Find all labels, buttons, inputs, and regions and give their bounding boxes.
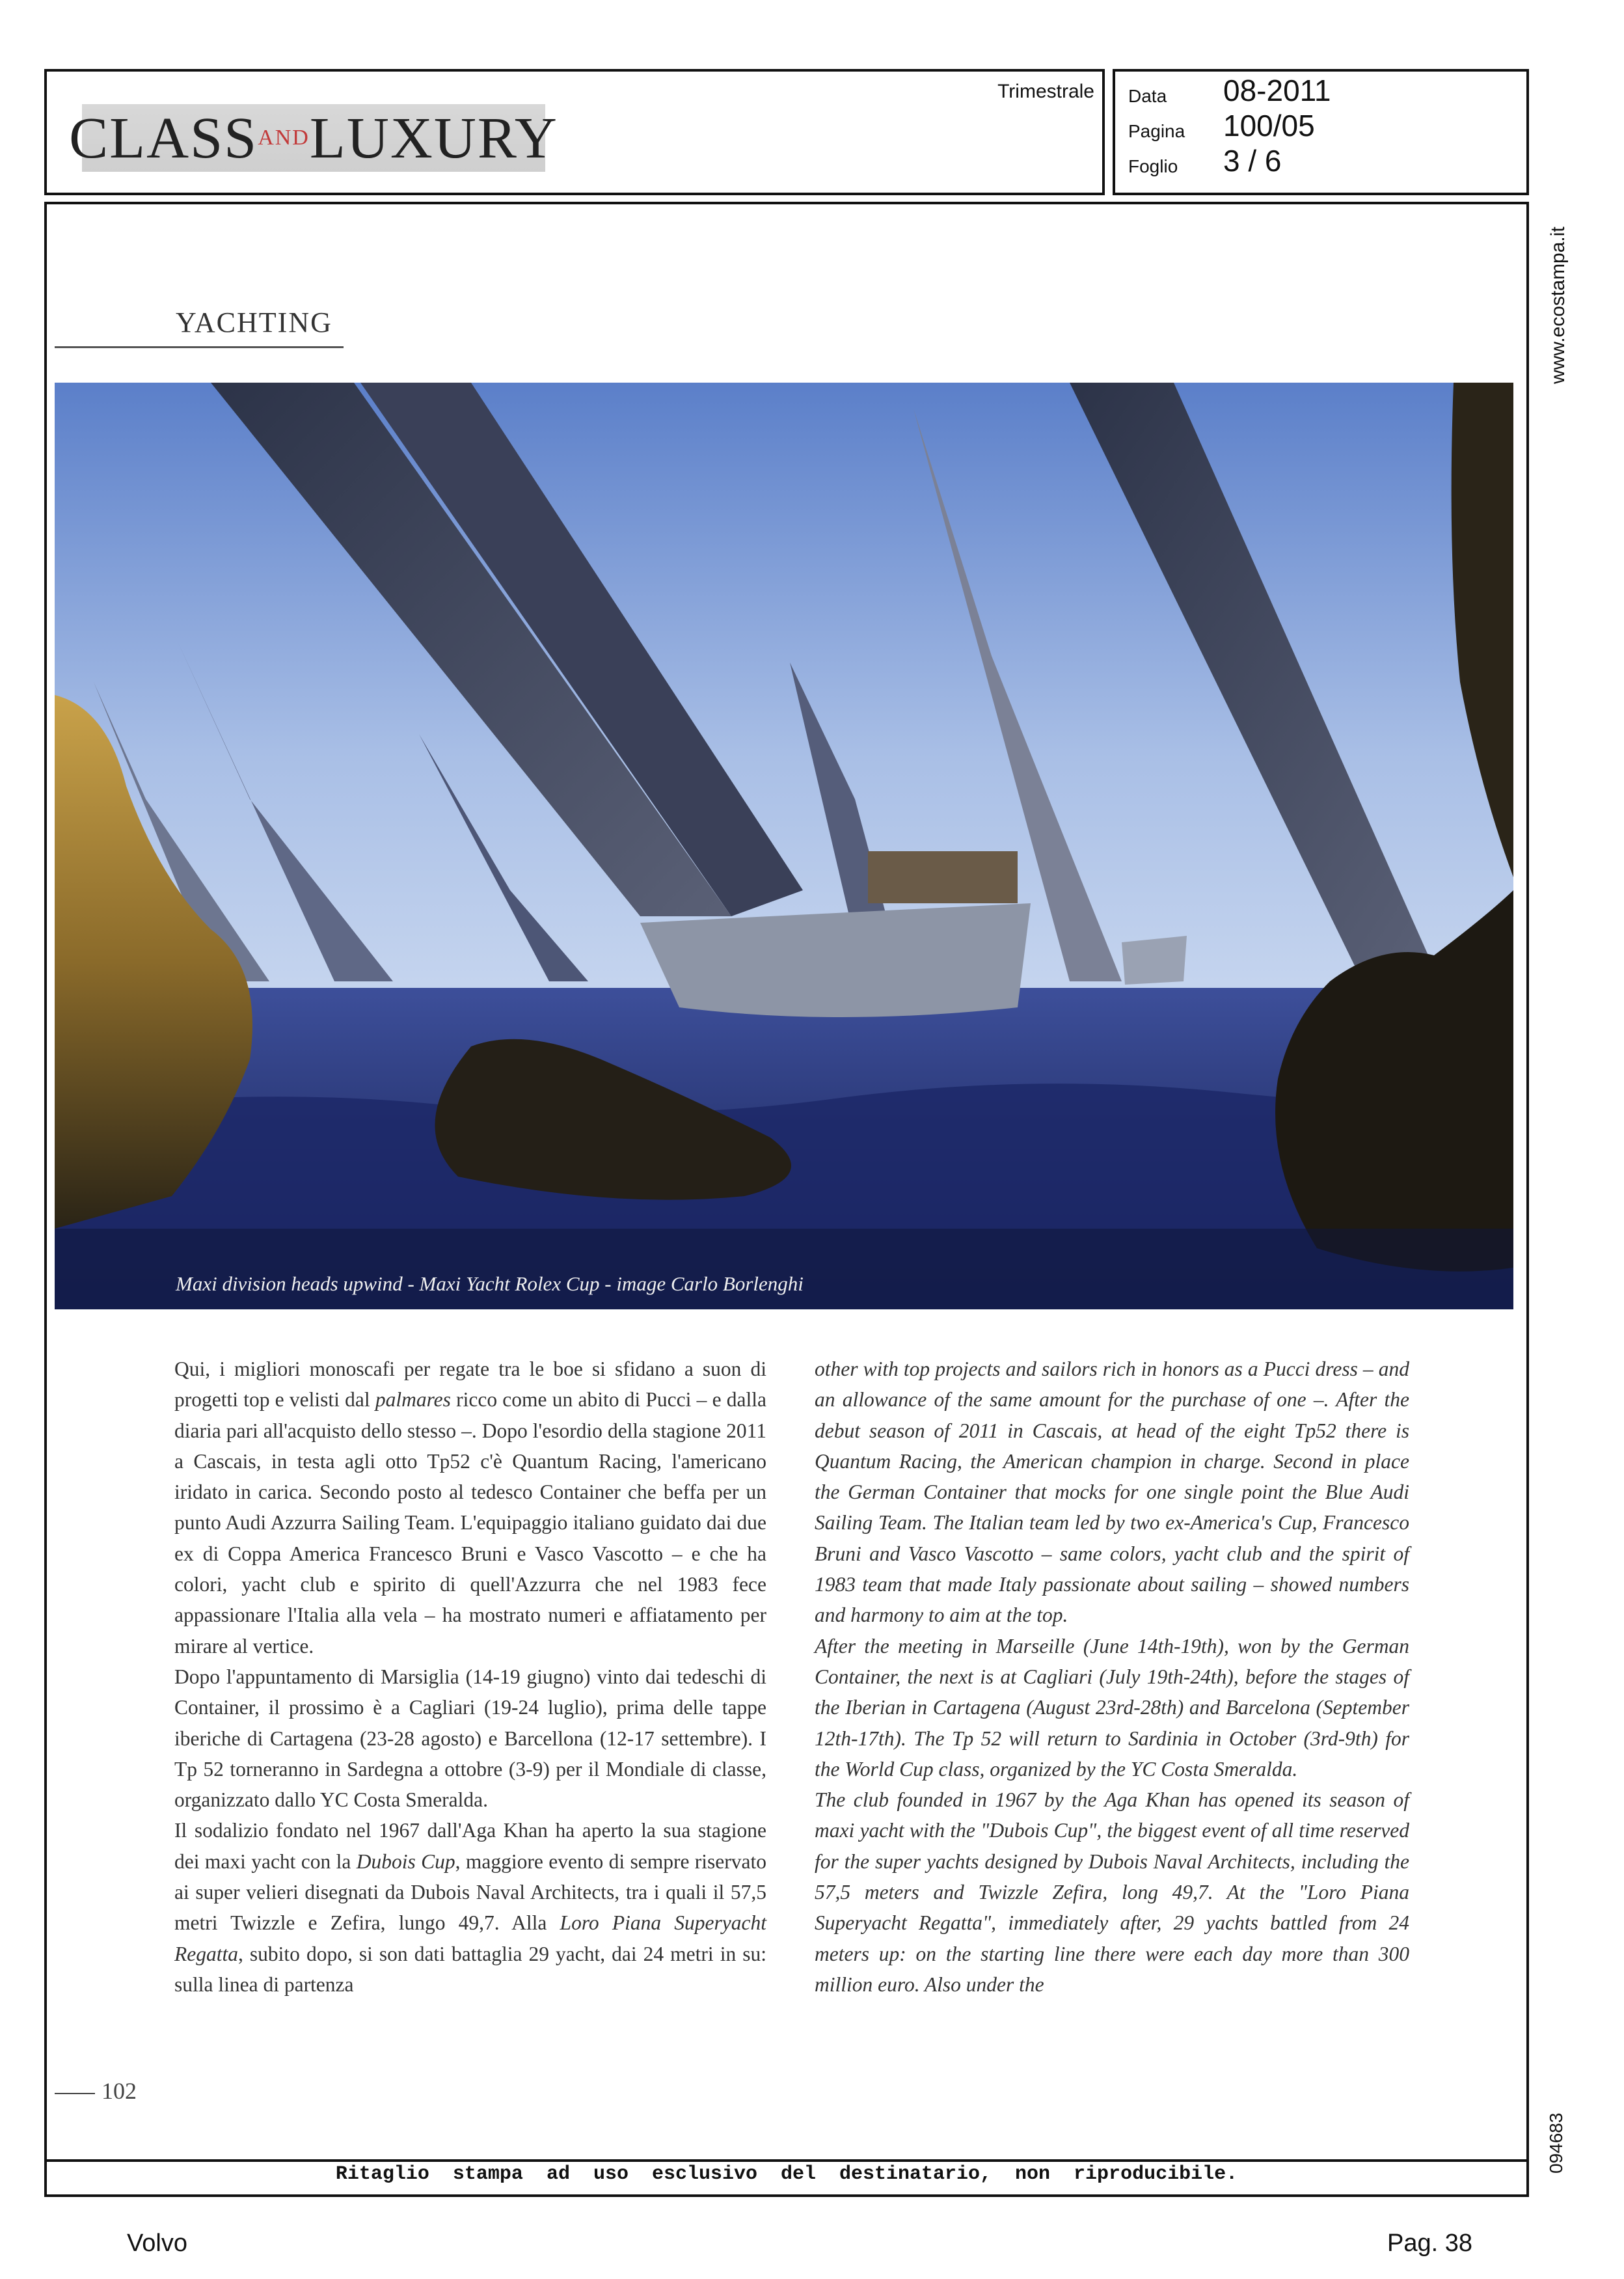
it-p3-emphasis-1: Dubois Cup <box>356 1849 455 1873</box>
magazine-page-number: 102 <box>55 2077 137 2105</box>
section-rule <box>55 346 344 348</box>
italian-paragraph-2: Dopo l'appuntamento di Marsiglia (14-19 giugno) vinto dai tedeschi di Container, il prossimo è a Cagliari (19-24 luglio), prima delle tappe iberiche di Cartagena (23-28 agosto) e Barcellona (12-17 settembre). I Tp 52 torneranno in Sardegna a ottobre (3-9) per il Mondiale di classe, organizzato dallo YC Costa Smeralda. <box>174 1665 766 1812</box>
english-paragraph-2: After the meeting in Marseille (June 14th-19th), won by the German Container, the next is at Cagliari (July 19th-24th), before the stages of the Iberian in Cartagena (August 23rd-28th) and Barcelona (September 12th-17th). The Tp 52 will return to Sardinia in October (3rd-9th) for the World Cup class, organized by the YC Costa Smeralda. <box>815 1634 1409 1781</box>
english-paragraph-1: other with top projects and sailors rich in honors as a Pucci dress – and an allowance of the same amount for the purchase of one –. After the debut season of 2011 in Cascais, at head of the eight Tp52 there is Quantum Racing, the American champion in charge. Second in place the German Container that mocks for one single point the Blue Audi Sailing Team. The Italian team led by two ex-America's Cup, Francesco Bruni and Vasco Vascotto – same colors, yacht club and the spirit of 1983 team that made Italy passionate about sailing – showed numbers and harmony to aim at the top. <box>815 1358 1409 1627</box>
sheet-value: 3 / 6 <box>1223 144 1282 178</box>
frequency-label: Trimestrale <box>997 81 1094 102</box>
it-p3-emphasis-2: Loro Piana Superyacht Regatta <box>174 1911 766 1965</box>
client-name: Volvo <box>127 2230 187 2257</box>
caption-shade <box>55 1229 1513 1309</box>
logo-word-class: CLASS <box>69 105 258 171</box>
it-p1-text-a: Qui, i migliori monoscafi per regate tra le boe si sfidano a suon di progetti top e velisti dal <box>174 1358 766 1412</box>
italian-paragraph-1 <box>174 1354 766 1661</box>
distant-yacht-hull <box>1122 936 1187 985</box>
footer-rule <box>44 2159 1529 2162</box>
crew-on-deck <box>868 851 1018 903</box>
class-and-luxury-logo <box>69 104 558 172</box>
side-code: 094683 <box>1546 2112 1566 2174</box>
photo-caption: Maxi division heads upwind - Maxi Yacht Rolex Cup - image Carlo Borlenghi <box>176 1272 804 1295</box>
clipping-notice: Ritaglio stampa ad uso esclusivo del destinatario, non riproducibile. <box>335 2163 1238 2185</box>
document-page-number: Pag. 38 <box>1387 2230 1472 2257</box>
date-value: 08-2011 <box>1223 74 1331 107</box>
main-yacht-hull <box>640 903 1031 1017</box>
it-p3-text-b: , maggiore evento di sempre riservato ai super velieri disegnati da Dubois Naval Architects, tra i quali il 57,5 metri Twizzle e Zefira, lungo 49,7. Alla <box>174 1849 766 1935</box>
section-title: YACHTING <box>176 307 332 338</box>
logo-word-and: AND <box>258 126 310 150</box>
logo-word-luxury: LUXURY <box>309 105 558 171</box>
italian-paragraph-3 <box>174 1815 766 2000</box>
it-p3-text-c: , subito dopo, si son dati battaglia 29 yacht, dai 24 metri in su: sulla linea di partenza <box>174 1942 766 1996</box>
it-p3-text-a: Il sodalizio fondato nel 1967 dall'Aga Khan ha aperto la sua stagione dei maxi yacht con la <box>174 1819 766 1873</box>
regatta-photo <box>55 383 1513 1309</box>
page-label: Pagina <box>1128 121 1185 141</box>
italian-column <box>174 1354 766 2000</box>
it-p1-text-b: ricco come un abito di Pucci – e dalla diaria pari all'acquisto dello stesso –. Dopo l'esordio della stagione 2011 a Cascais, in testa agli otto Tp52 c'è Quantum Racing, l'americano iridato in carica. Secondo posto al tedesco Container che beffa per un punto Audi Azzurra Sailing Team. L'equipaggio italiano guidato dai due ex di Coppa America Francesco Bruni e Vasco Vascotto – e che ha colori, yacht club e spirito di quell'Azzurra che nel 1983 fece appassionare l'Italia alla vela – ha mostrato numeri e affiatamento per mirare al vertice. <box>174 1388 766 1658</box>
english-paragraph-3: The club founded in 1967 by the Aga Khan has opened its season of maxi yacht with the "Dubois Cup", the biggest event of all time reserved for the super yachts designed by Dubois Naval Architects, including the 57,5 meters and Twizzle Zefira, long 49,7. At the "Loro Piana Superyacht Regatta", immediately after, 29 yachts battled from 24 meters up: on the starting line there were each day more than 300 million euro. Also under the <box>815 1788 1409 1996</box>
publication-meta-box <box>1113 69 1529 195</box>
sheet-label: Foglio <box>1128 156 1178 176</box>
side-url: www.ecostampa.it <box>1547 226 1569 384</box>
english-column <box>815 1354 1409 2000</box>
date-label: Data <box>1128 86 1167 106</box>
page-value: 100/05 <box>1223 109 1315 143</box>
masthead-box <box>44 69 1105 195</box>
it-p1-emphasis: palmares <box>375 1388 451 1412</box>
